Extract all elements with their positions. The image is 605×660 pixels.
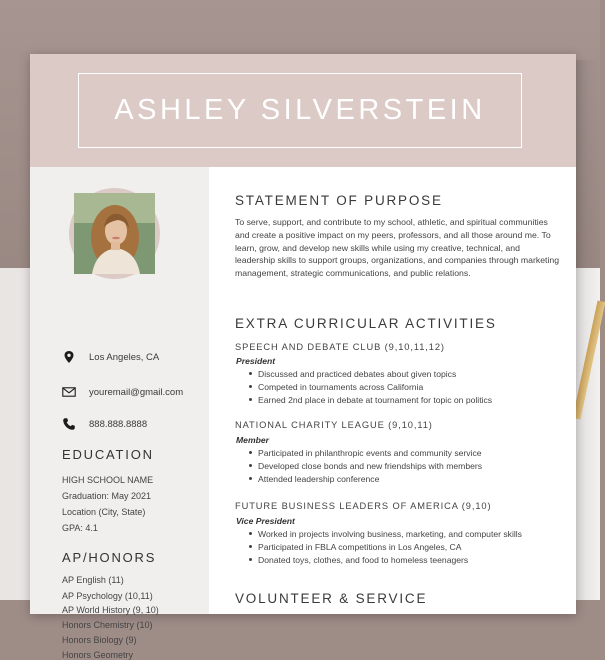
bullet-dot [249,558,252,561]
map-pin-icon [62,350,76,364]
bullet-text: Discussed and practiced debates about given topics [258,369,457,379]
bullet-dot [249,477,252,480]
envelope-icon [62,385,76,399]
activity-role: President [236,356,276,366]
name-frame [78,73,522,148]
activity-bullet [249,448,482,458]
bullet-text: Donated toys, clothes, and food to homeless teenagers [258,555,469,565]
honors-line: Honors Geometry [62,650,134,660]
bullet-dot [249,372,252,375]
resume-page [30,54,576,660]
statement-heading: STATEMENT OF PURPOSE [235,193,443,208]
activity-bullet [249,542,462,552]
contact-location [62,350,159,364]
honors-line: AP Psychology (10,11) [62,591,153,601]
resume-header [30,54,576,167]
education-line: HIGH SCHOOL NAME [62,475,154,485]
activity-bullet [249,474,379,484]
activity-org: SPEECH AND DEBATE CLUB (9,10,11,12) [235,342,445,352]
honors-heading: AP/HONORS [62,550,157,565]
main-content [209,167,576,614]
portrait-image [74,193,155,274]
bullet-text: Worked in projects involving business, marketing, and computer skills [258,529,522,539]
education-line: Graduation: May 2021 [62,491,152,501]
activity-bullet [249,555,468,565]
activity-bullet [249,529,522,539]
activity-bullet [249,369,456,379]
profile-photo-ring [69,188,160,279]
bullet-text: Earned 2nd place in debate at tournament for topic on politics [258,395,493,405]
activity-bullet [249,395,492,405]
phone-text: 888.888.8888 [89,418,148,430]
bullet-text: Attended leadership conference [258,474,380,484]
education-line: GPA: 4.1 [62,523,98,533]
bullet-dot [249,545,252,548]
profile-photo [74,193,155,274]
education-line: Location (City, State) [62,507,146,517]
bullet-dot [249,464,252,467]
honors-line: Honors Chemistry (10) [62,620,153,630]
candidate-name: ASHLEY SILVERSTEIN [114,94,486,126]
activity-role: Member [236,435,269,445]
phone-icon [62,417,76,431]
sidebar [30,167,209,660]
bullet-text: Competed in tournaments across California [258,382,424,392]
volunteer-heading: VOLUNTEER & SERVICE [235,591,428,606]
bullet-text: Participated in philanthropic events and community service [258,448,482,458]
activity-org: NATIONAL CHARITY LEAGUE (9,10,11) [235,420,433,430]
bullet-dot [249,451,252,454]
contact-email [62,385,183,399]
email-text: youremail@gmail.com [89,386,184,398]
contact-phone [62,417,147,431]
bullet-dot [249,398,252,401]
activity-bullet [249,382,423,392]
activity-org: FUTURE BUSINESS LEADERS OF AMERICA (9,10) [235,501,492,511]
education-heading: EDUCATION [62,447,154,462]
bullet-dot [249,532,252,535]
honors-line: Honors Biology (9) [62,635,137,645]
statement-text: To serve, support, and contribute to my school, athletic, and spiritual communities and create a positive impact on my peers, professors, and all those around me. To learn, grow, and develop new skills while using my creative, technical, and leadership skills to support groups, organizations, and companies through marketing management, strategic communications, and public relations. [235,217,560,279]
activities-heading: EXTRA CURRICULAR ACTIVITIES [235,316,497,331]
activity-bullet [249,461,482,471]
honors-line: AP English (11) [62,575,124,585]
bullet-text: Participated in FBLA competitions in Los Angeles, CA [258,542,462,552]
activity-role: Vice President [236,516,295,526]
location-text: Los Angeles, CA [89,351,160,363]
honors-line: AP World History (9, 10) [62,605,159,615]
bullet-text: Developed close bonds and new friendships with members [258,461,483,471]
bullet-dot [249,385,252,388]
